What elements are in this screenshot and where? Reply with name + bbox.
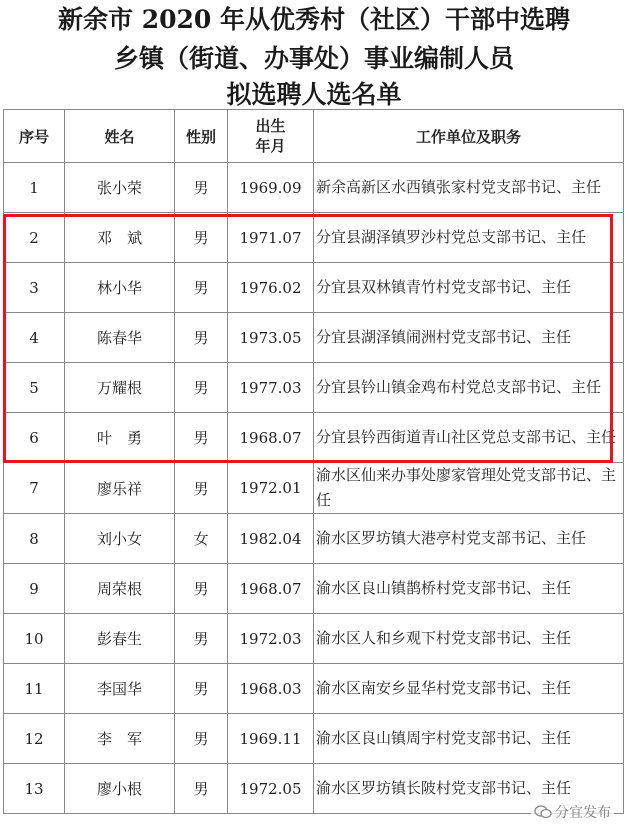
doc-title-line1: 新余市 2020 年从优秀村（社区）干部中选聘 xyxy=(58,5,570,34)
table-header-row xyxy=(4,110,624,163)
table-row xyxy=(4,564,624,614)
table-row xyxy=(4,714,624,764)
cell-index: 7 xyxy=(4,463,65,514)
cell-index: 10 xyxy=(4,614,65,664)
cell-birth: 1973.05 xyxy=(228,313,314,363)
table-row xyxy=(4,614,624,664)
cell-name: 廖乐祥 xyxy=(65,463,175,514)
table-row xyxy=(4,213,624,263)
cell-name: 邓 斌 xyxy=(65,213,175,263)
cell-position: 分宜县双林镇青竹村党支部书记、主任 xyxy=(314,263,624,313)
cell-name: 刘小女 xyxy=(65,514,175,564)
cell-name: 周荣根 xyxy=(65,564,175,614)
cell-gender: 女 xyxy=(175,514,228,564)
cell-name: 李国华 xyxy=(65,664,175,714)
cell-name: 彭春生 xyxy=(65,614,175,664)
cell-position: 渝水区罗坊镇长陂村党支部书记、主任 xyxy=(314,764,624,814)
cell-birth: 1971.07 xyxy=(228,213,314,263)
cell-index: 13 xyxy=(4,764,65,814)
table-row xyxy=(4,514,624,564)
cell-gender: 男 xyxy=(175,764,228,814)
cell-birth: 1969.09 xyxy=(228,163,314,213)
table-row xyxy=(4,363,624,413)
table-row xyxy=(4,163,624,213)
cell-position: 分宜县湖泽镇罗沙村党总支部书记、主任 xyxy=(314,213,624,263)
cell-position: 分宜县钤山镇金鸡布村党总支部书记、主任 xyxy=(314,363,624,413)
cell-gender: 男 xyxy=(175,363,228,413)
header-position: 工作单位及职务 xyxy=(314,110,624,163)
cell-index: 1 xyxy=(4,163,65,213)
cell-birth: 1972.05 xyxy=(228,764,314,814)
cell-position: 渝水区仙来办事处廖家管理处党支部书记、主任 xyxy=(314,463,624,514)
table-row xyxy=(4,263,624,313)
cell-birth: 1972.03 xyxy=(228,614,314,664)
cell-gender: 男 xyxy=(175,413,228,463)
cell-index: 2 xyxy=(4,213,65,263)
cell-position: 分宜县湖泽镇闹洲村党支部书记、主任 xyxy=(314,313,624,363)
cell-index: 11 xyxy=(4,664,65,714)
cell-name: 张小荣 xyxy=(65,163,175,213)
cell-index: 4 xyxy=(4,313,65,363)
cell-position: 渝水区人和乡观下村党支部书记、主任 xyxy=(314,614,624,664)
cell-birth: 1968.07 xyxy=(228,413,314,463)
cell-name: 李 军 xyxy=(65,714,175,764)
cell-index: 3 xyxy=(4,263,65,313)
cell-gender: 男 xyxy=(175,213,228,263)
cell-name: 林小华 xyxy=(65,263,175,313)
header-birth-line2: 年月 xyxy=(255,137,286,155)
cell-index: 9 xyxy=(4,564,65,614)
cell-gender: 男 xyxy=(175,313,228,363)
header-index: 序号 xyxy=(4,110,65,163)
cell-index: 8 xyxy=(4,514,65,564)
header-gender: 性别 xyxy=(175,110,228,163)
cell-birth: 1982.04 xyxy=(228,514,314,564)
cell-gender: 男 xyxy=(175,463,228,514)
header-birth xyxy=(228,110,314,163)
cell-gender: 男 xyxy=(175,664,228,714)
cell-position: 渝水区良山镇鹊桥村党支部书记、主任 xyxy=(314,564,624,614)
cell-position: 渝水区南安乡显华村党支部书记、主任 xyxy=(314,664,624,714)
wechat-icon xyxy=(534,805,552,819)
cell-index: 6 xyxy=(4,413,65,463)
cell-index: 5 xyxy=(4,363,65,413)
cell-birth: 1968.03 xyxy=(228,664,314,714)
watermark-text: 分宜发布 xyxy=(555,805,611,821)
table-row xyxy=(4,664,624,714)
doc-title-line3: 拟选聘人选名单 xyxy=(226,80,402,109)
cell-name: 叶 勇 xyxy=(65,413,175,463)
cell-name: 万耀根 xyxy=(65,363,175,413)
table-row xyxy=(4,313,624,363)
cell-name: 廖小根 xyxy=(65,764,175,814)
header-name: 姓名 xyxy=(65,110,175,163)
cell-gender: 男 xyxy=(175,564,228,614)
watermark xyxy=(531,802,614,822)
table-row xyxy=(4,413,624,463)
cell-position: 渝水区罗坊镇大港亭村党支部书记、主任 xyxy=(314,514,624,564)
candidate-table xyxy=(3,109,624,814)
cell-birth: 1976.02 xyxy=(228,263,314,313)
cell-index: 12 xyxy=(4,714,65,764)
cell-gender: 男 xyxy=(175,614,228,664)
cell-gender: 男 xyxy=(175,263,228,313)
cell-position: 渝水区良山镇周宇村党支部书记、主任 xyxy=(314,714,624,764)
cell-gender: 男 xyxy=(175,163,228,213)
cell-name: 陈春华 xyxy=(65,313,175,363)
doc-title-line2: 乡镇（街道、办事处）事业编制人员 xyxy=(113,44,514,73)
header-birth-line1: 出生 xyxy=(255,117,286,135)
cell-gender: 男 xyxy=(175,714,228,764)
cell-birth: 1972.01 xyxy=(228,463,314,514)
table-row xyxy=(4,463,624,514)
cell-position: 新余高新区水西镇张家村党支部书记、主任 xyxy=(314,163,624,213)
cell-birth: 1969.11 xyxy=(228,714,314,764)
cell-birth: 1968.07 xyxy=(228,564,314,614)
cell-position: 分宜县钤西街道青山社区党总支部书记、主任 xyxy=(314,413,624,463)
cell-birth: 1977.03 xyxy=(228,363,314,413)
